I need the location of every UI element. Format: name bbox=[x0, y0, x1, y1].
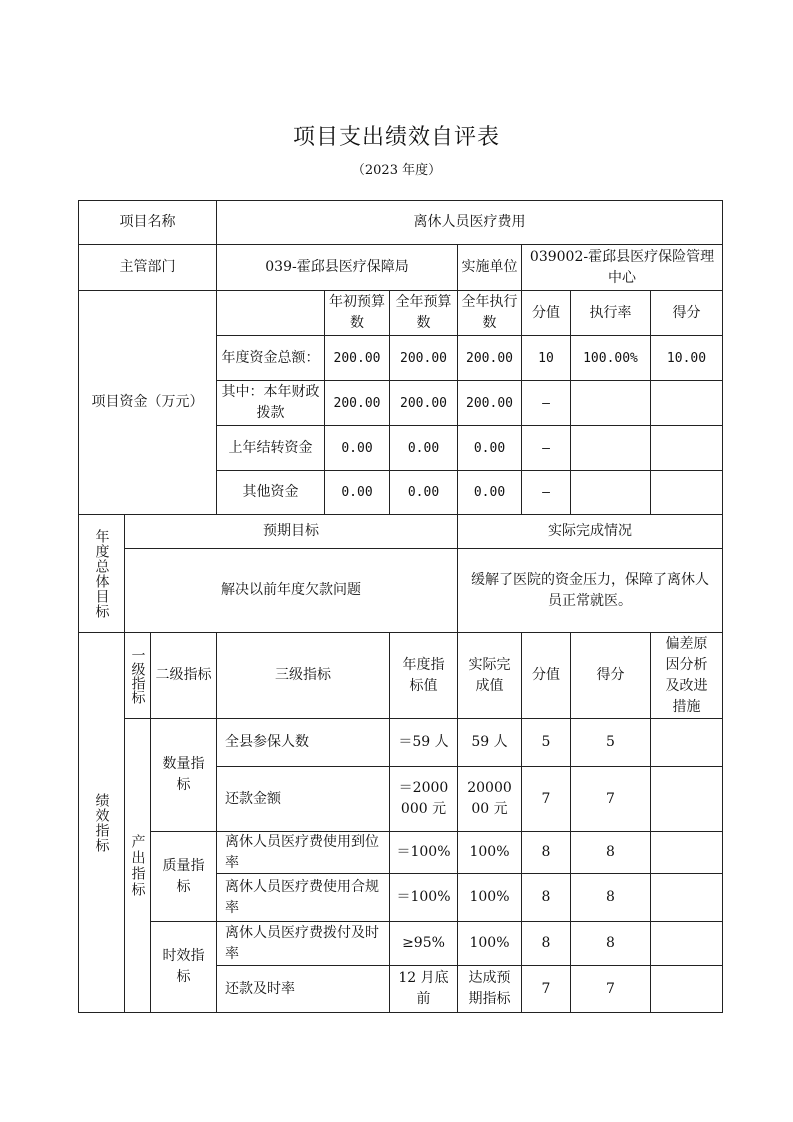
goals-label bbox=[78, 514, 124, 632]
perf-score-value: 8 bbox=[521, 831, 570, 873]
perf-score: 5 bbox=[570, 718, 650, 766]
funds-header-annual: 全年预算数 bbox=[389, 290, 457, 335]
funds-header-rate: 执行率 bbox=[570, 290, 650, 335]
perf-score: 8 bbox=[570, 873, 650, 921]
project-name-value: 离休人员医疗费用 bbox=[216, 200, 723, 244]
funds-header-initial: 年初预算数 bbox=[324, 290, 389, 335]
perf-actual: 2000000 元 bbox=[457, 766, 521, 831]
funds-header-score: 得分 bbox=[650, 290, 723, 335]
perf-actual: 达成预期指标 bbox=[457, 965, 521, 1013]
perf-level3: 离休人员医疗费拨付及时率 bbox=[216, 921, 389, 965]
funds-row-score bbox=[650, 425, 723, 470]
goals-actual-header: 实际完成情况 bbox=[457, 514, 723, 548]
funds-row-executed: 0.00 bbox=[457, 470, 521, 514]
funds-row-score-value: 10 bbox=[521, 335, 570, 380]
perf-score-value: 5 bbox=[521, 718, 570, 766]
perf-header-level3: 三级指标 bbox=[216, 632, 389, 718]
perf-deviation bbox=[650, 873, 723, 921]
perf-score-value: 8 bbox=[521, 921, 570, 965]
page-subtitle: （2023 年度） bbox=[351, 163, 442, 178]
funds-label: 项目资金（万元） bbox=[78, 290, 216, 514]
funds-header-executed: 全年执行数 bbox=[457, 290, 521, 335]
funds-row-annual: 0.00 bbox=[389, 470, 457, 514]
perf-score-value: 7 bbox=[521, 766, 570, 831]
perf-header-level1-text: 一级指标 bbox=[129, 647, 146, 704]
funds-row-score-value: — bbox=[521, 470, 570, 514]
perf-level3: 还款及时率 bbox=[216, 965, 389, 1013]
funds-row-rate bbox=[570, 470, 650, 514]
perf-level3: 离休人员医疗费使用到位率 bbox=[216, 831, 389, 873]
funds-row-name: 年度资金总额： bbox=[216, 335, 324, 380]
performance-label-text: 绩效指标 bbox=[93, 792, 110, 853]
funds-row-rate bbox=[570, 380, 650, 425]
perf-deviation bbox=[650, 965, 723, 1013]
perf-level1-output bbox=[124, 718, 150, 1013]
funds-row-rate bbox=[570, 425, 650, 470]
goals-expected: 解决以前年度欠款问题 bbox=[124, 548, 457, 632]
perf-header-level1 bbox=[124, 632, 150, 718]
funds-row-score bbox=[650, 380, 723, 425]
perf-target: ≥95% bbox=[389, 921, 457, 965]
page-title: 项目支出绩效自评表 bbox=[292, 125, 500, 150]
funds-row-annual: 200.00 bbox=[389, 380, 457, 425]
funds-row-rate: 100.00% bbox=[570, 335, 650, 380]
project-name-label: 项目名称 bbox=[78, 200, 216, 244]
funds-row-score bbox=[650, 470, 723, 514]
funds-header-blank bbox=[216, 290, 324, 335]
funds-row-name: 上年结转资金 bbox=[216, 425, 324, 470]
funds-row-executed: 200.00 bbox=[457, 335, 521, 380]
perf-score: 7 bbox=[570, 965, 650, 1013]
perf-header-actual: 实际完成值 bbox=[457, 632, 521, 718]
perf-header-target: 年度指标值 bbox=[389, 632, 457, 718]
performance-label bbox=[78, 632, 124, 1013]
dept-value: 039-霍邱县医疗保障局 bbox=[216, 244, 457, 290]
perf-actual: 59 人 bbox=[457, 718, 521, 766]
funds-row-initial: 0.00 bbox=[324, 470, 389, 514]
funds-row-initial: 200.00 bbox=[324, 380, 389, 425]
perf-header-score-value: 分值 bbox=[521, 632, 570, 718]
perf-actual: 100% bbox=[457, 873, 521, 921]
funds-row-name: 其中：本年财政拨款 bbox=[216, 380, 324, 425]
perf-deviation bbox=[650, 921, 723, 965]
perf-deviation bbox=[650, 831, 723, 873]
unit-value: 039002-霍邱县医疗保险管理中心 bbox=[521, 244, 723, 290]
perf-score: 8 bbox=[570, 921, 650, 965]
perf-level3: 离休人员医疗费使用合规率 bbox=[216, 873, 389, 921]
funds-row-executed: 0.00 bbox=[457, 425, 521, 470]
funds-row-score: 10.00 bbox=[650, 335, 723, 380]
perf-score: 8 bbox=[570, 831, 650, 873]
funds-row-initial: 0.00 bbox=[324, 425, 389, 470]
unit-label: 实施单位 bbox=[457, 244, 521, 290]
perf-deviation bbox=[650, 718, 723, 766]
perf-target: ＝100% bbox=[389, 873, 457, 921]
perf-score-value: 7 bbox=[521, 965, 570, 1013]
perf-level3: 全县参保人数 bbox=[216, 718, 389, 766]
perf-level2: 质量指标 bbox=[150, 831, 216, 921]
perf-level2: 时效指标 bbox=[150, 921, 216, 1013]
perf-target: ＝59 人 bbox=[389, 718, 457, 766]
perf-level3: 还款金额 bbox=[216, 766, 389, 831]
perf-target: ＝2000000 元 bbox=[389, 766, 457, 831]
goals-label-text: 年度总体目标 bbox=[93, 528, 110, 619]
perf-header-score: 得分 bbox=[570, 632, 650, 718]
perf-score: 7 bbox=[570, 766, 650, 831]
perf-level1-output-text: 产出指标 bbox=[129, 833, 146, 898]
funds-row-annual: 200.00 bbox=[389, 335, 457, 380]
goals-actual: 缓解了医院的资金压力，保障了离休人员正常就医。 bbox=[457, 548, 723, 632]
funds-row-name: 其他资金 bbox=[216, 470, 324, 514]
dept-label: 主管部门 bbox=[78, 244, 216, 290]
perf-actual: 100% bbox=[457, 831, 521, 873]
perf-score-value: 8 bbox=[521, 873, 570, 921]
perf-level2: 数量指标 bbox=[150, 718, 216, 831]
perf-target: ＝100% bbox=[389, 831, 457, 873]
funds-header-score-value: 分值 bbox=[521, 290, 570, 335]
perf-deviation bbox=[650, 766, 723, 831]
funds-row-annual: 0.00 bbox=[389, 425, 457, 470]
funds-row-score-value: — bbox=[521, 425, 570, 470]
goals-expected-header: 预期目标 bbox=[124, 514, 457, 548]
funds-row-score-value: — bbox=[521, 380, 570, 425]
perf-target: 12 月底前 bbox=[389, 965, 457, 1013]
perf-header-level2: 二级指标 bbox=[150, 632, 216, 718]
funds-row-executed: 200.00 bbox=[457, 380, 521, 425]
funds-row-initial: 200.00 bbox=[324, 335, 389, 380]
perf-header-deviation: 偏差原因分析及改进措施 bbox=[650, 632, 723, 718]
perf-actual: 100% bbox=[457, 921, 521, 965]
